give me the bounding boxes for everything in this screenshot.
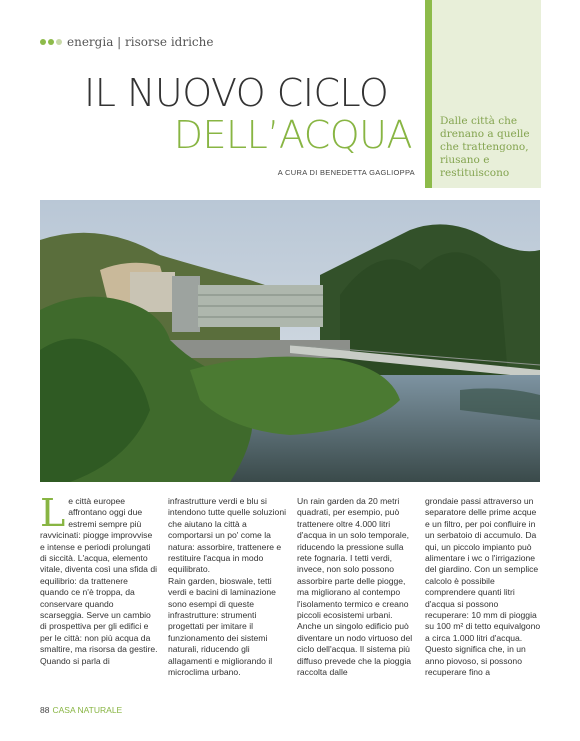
section-dot [56, 39, 62, 45]
section-dot [40, 39, 46, 45]
column-1-text: e città europee affrontano oggi due estremi sempre più ravvicinati: piogge improvvise e intense e periodi prolungati di siccità. L'acqua, elemento vitale, diventa così una sfida di equilibrio: da trattenere quando ce n'è troppa, da conservare quando scarseggia. Serve un cambio di prospettiva per gli edifici e per le città: non più acqua da smaltire, ma risorsa da gestire. Quando si parla di [40, 496, 158, 666]
landscape-photo [40, 200, 540, 482]
page-footer [40, 705, 122, 715]
body-column-4 [425, 496, 543, 679]
byline: A CURA DI BENEDETTA GAGLIOPPA [277, 168, 415, 177]
column-4-paragraph: grondaie passi attraverso un separatore delle prime acque e un filtro, per poi confluire in un serbatoio di accumulo. Da qui, un piccolo impianto può alimentare i wc o l'irrigazione del giardino. Con un semplice calcolo è possibile comprendere quanti litri d'acqua si possono recuperare: 10 mm di pioggia su 100 m² di tetto equivalgono a circa 1.000 litri d'acqua. Questo significa che, in un anno piovoso, si possono recuperare fino a [425, 496, 541, 678]
section-header [40, 34, 213, 50]
headline-line-1: IL NUOVO CICLO [84, 71, 389, 115]
column-2-paragraph-2: Rain garden, bioswale, tetti verdi e bacini di laminazione sono esempi di queste infrastrutture: strumenti progettati per imitare il funzionamento dei sistemi naturali, riducendo gli allagamenti e migliorando il microclima urbano. [168, 575, 276, 678]
magazine-name: CASA NATURALE [52, 705, 123, 715]
body-column-1 [40, 491, 158, 667]
section-label [67, 35, 213, 49]
dropcap: L [40, 491, 66, 535]
landscape-photo-icon [40, 200, 540, 482]
body-column-3 [297, 496, 415, 679]
body-column-2 [168, 496, 286, 679]
column-1-paragraph [40, 491, 158, 667]
section-separator: | [117, 35, 122, 49]
column-2-paragraph-1: infrastrutture verdi e blu si intendono tutte quelle soluzioni che aiutano la città a comportarsi un po' come la natura: assorbire, trattenere e restituire l'acqua in modo equilibrato. [168, 496, 287, 575]
section-subtopic: risorse idriche [125, 35, 214, 49]
column-3-paragraph: Un rain garden da 20 metri quadrati, per esempio, può trattenere oltre 4.000 litri d'acqua in un solo temporale, riducendo la pressione sulla rete fognaria. I tetti verdi, invece, non solo possono assorbire parte delle piogge, ma migliorano al contempo l'isolamento termico e creano piccoli ecosistemi urbani. Anche un singolo edificio può diventare un nodo virtuoso del ciclo dell'acqua. Il sistema più diffuso prevede che la pioggia raccolta dalle [297, 496, 413, 678]
green-accent-bar [425, 0, 432, 188]
page-number: 88 [40, 705, 50, 715]
section-dot [48, 39, 54, 45]
section-topic: energia [67, 35, 114, 49]
headline-line-2: DELL’ACQUA [173, 113, 412, 157]
aside-subtitle: Dalle città che drenano a quelle che trattengono, riusano e restituiscono [440, 115, 530, 179]
section-dots [40, 39, 62, 45]
